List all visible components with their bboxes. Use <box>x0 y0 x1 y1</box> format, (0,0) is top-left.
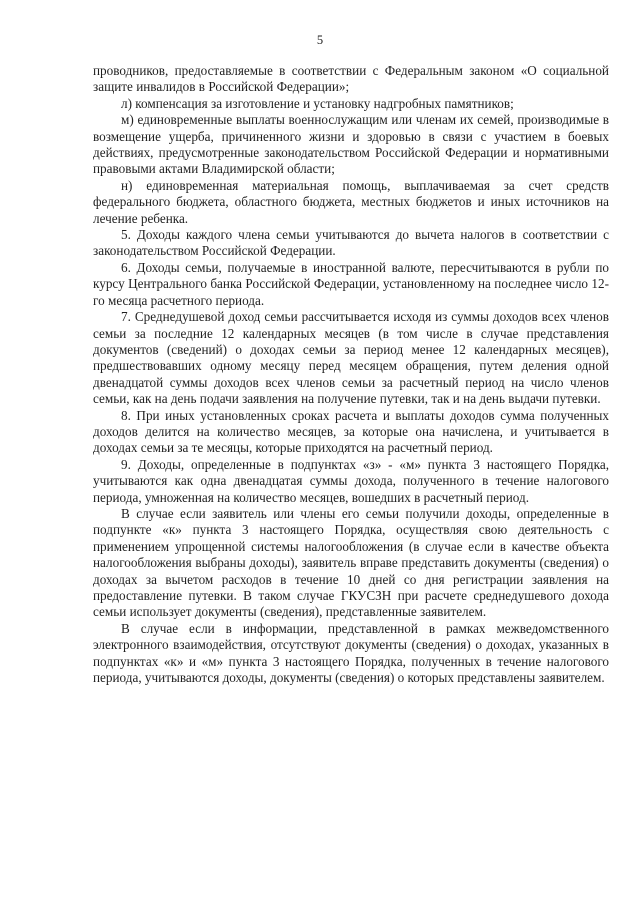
paragraph-7: 7. Среднедушевой доход семьи рассчитывается исходя из суммы доходов всех членов семьи за последние 12 календарных месяцев (в том числе в случае представления документов (сведений) о доходах семьи за период менее 12 календарных месяцев), предшествовавших одному месяцу перед месяцем обращения, путем деления одной двенадцатой суммы доходов всех членов семьи за расчетный период на число членов семьи, как на день подачи заявления на получение путевки, так и на день выдачи путевки. <box>93 309 609 407</box>
paragraph-continuation: проводников, предоставляемые в соответствии с Федеральным законом «О социальной защите инвалидов в Российской Федерации»; <box>93 63 609 95</box>
paragraph-6: 6. Доходы семьи, получаемые в иностранной валюте, пересчитываются в рубли по курсу Центрального банка Российской Федерации, установленному на последнее число 12-го месяца расчетного периода. <box>93 259 609 308</box>
paragraph-interagency: В случае если в информации, представленной в рамках межведомственного электронного взаимодействия, отсутствуют документы (сведения) о доходах, указанных в подпунктах «к» и «м» пункта 3 настоящего Порядка, полученных в течение налогового периода, учитываются доходы, документы (сведения) о которых представлены заявителем. <box>93 620 609 686</box>
paragraph-5: 5. Доходы каждого члена семьи учитываются до вычета налогов в соответствии с законодательством Российской Федерации. <box>93 227 609 259</box>
paragraph-simplified-tax: В случае если заявитель или члены его семьи получили доходы, определенные в подпункте «к» пункта 3 настоящего Порядка, осуществляя свою деятельность с применением упрощенной системы налогообложения (в случае если в качестве объекта налогообложения выбраны доходы), заявитель вправе представить документы (сведения) о доходах за вычетом расходов в течение 10 дней со дня регистрации заявления на предоставление путевки. В таком случае ГКУСЗН при расчете среднедушевого дохода семьи использует документы (сведения), представленные заявителем. <box>93 505 609 620</box>
paragraph-8: 8. При иных установленных сроках расчета и выплаты доходов сумма полученных доходов делится на количество месяцев, за которые она начислена, и учитывается в доходах семьи за те месяцы, которые приходятся на расчетный период. <box>93 407 609 456</box>
paragraph-9: 9. Доходы, определенные в подпунктах «з» - «м» пункта 3 настоящего Порядка, учитываются как одна двенадцатая суммы дохода, полученного в течение налогового периода, умноженная на количество месяцев, вошедших в расчетный период. <box>93 456 609 505</box>
paragraph-item-m: м) единовременные выплаты военнослужащим или членам их семей, производимые в возмещение ущерба, причиненного жизни и здоровью в связи с участием в боевых действиях, предусмотренные законодательством Российской Федерации и нормативными правовыми актами Владимирской области; <box>93 112 609 177</box>
paragraph-item-l: л) компенсация за изготовление и установку надгробных памятников; <box>121 95 514 111</box>
page-number: 5 <box>316 33 324 47</box>
document-body <box>93 63 609 686</box>
paragraph-item-n: н) единовременная материальная помощь, выплачиваемая за счет средств федерального бюджета, областного бюджета, местных бюджетов и иных источников на лечение ребенка. <box>93 177 609 226</box>
